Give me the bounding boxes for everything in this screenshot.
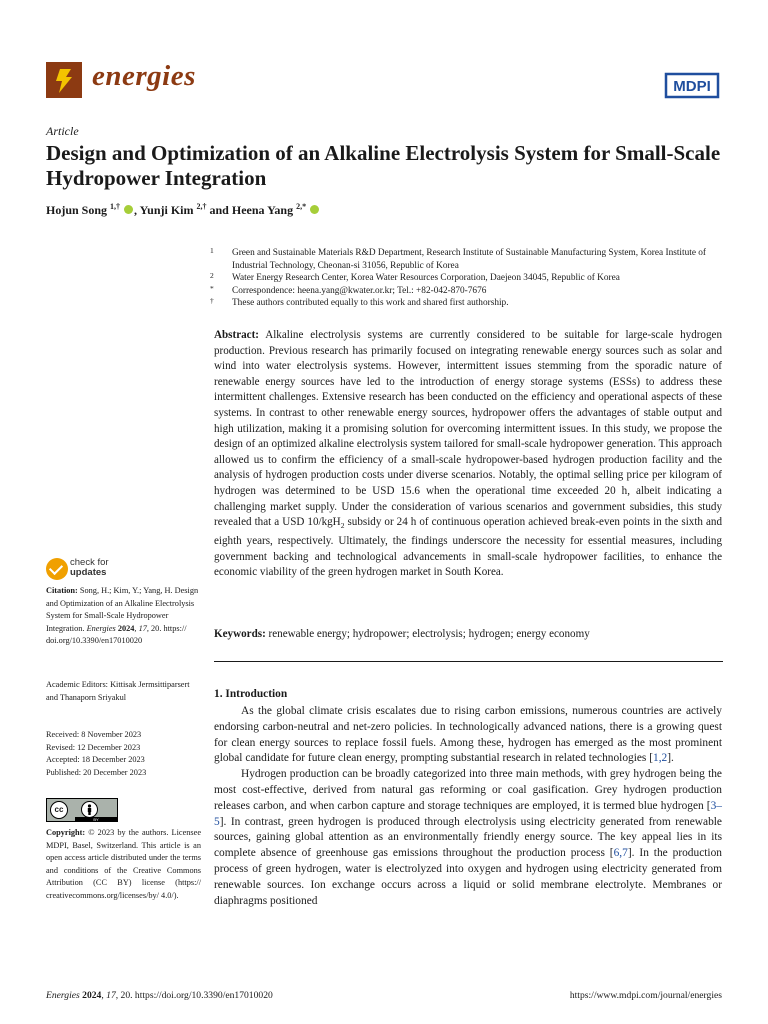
cc-icon: cc <box>50 801 68 819</box>
introduction-body <box>214 704 722 909</box>
footer-citation: Energies 2024, 17, 20. https://doi.org/10.3390/en17010020 <box>46 990 273 1001</box>
citation-volume: 17 <box>138 623 147 633</box>
author-name[interactable]: Heena Yang <box>231 203 294 217</box>
check-for-updates-button[interactable] <box>70 558 109 578</box>
keywords-label: Keywords: <box>214 628 266 640</box>
orcid-icon[interactable] <box>124 205 133 214</box>
equal-contribution-note <box>210 296 726 310</box>
citation-journal: Energies <box>86 623 116 633</box>
author-separator: , <box>134 203 140 217</box>
affiliation-mark: † <box>210 296 214 305</box>
keywords <box>214 627 722 643</box>
correspondence <box>210 284 726 298</box>
abstract-text: subsidy or 24 h of continuous operation achieved break-even points in the sixth and eighth years, respectively. Ultimately, the findings underscore the necessity for essential measures, including government backing and technological advancements in small-scale hydropower facilities, to enhance the economic viability of the green hydrogen market in South Korea. <box>214 516 722 579</box>
citation-link[interactable]: 6,7 <box>613 847 628 860</box>
date-revised: Revised: 12 December 2023 <box>46 742 141 752</box>
article-title: Design and Optimization of an Alkaline Electrolysis System for Small-Scale Hydropower Integration <box>46 141 721 190</box>
paragraph <box>214 767 722 909</box>
section-heading: 1. Introduction <box>214 688 288 700</box>
citation-link[interactable]: 1,2 <box>653 752 668 765</box>
citation-doi[interactable]: , 20. https:// doi.org/10.3390/en17010020 <box>46 623 187 646</box>
affiliation-text: Green and Sustainable Materials R&D Department, Research Institute of Sustainable Manufacturing System, Korea Institute of Industrial Technology, Cheonan-si 31056, Republic of Korea <box>232 248 707 271</box>
check-for-updates-icon[interactable] <box>46 558 68 580</box>
footer-journal-url[interactable]: https://www.mdpi.com/journal/energies <box>569 990 722 1001</box>
author-marks: 1,† <box>110 202 121 211</box>
affiliation-mark: 1 <box>210 246 214 255</box>
citation: Citation: Song, H.; Kim, Y.; Yang, H. Design and Optimization of an Alkaline Electrolysis System for Small-Scale Hydropower Integration. Energies 2024, 17, 20. https:// doi.org/10.3390/en17010020 <box>46 586 199 646</box>
date-published: Published: 20 December 2023 <box>46 767 147 777</box>
author-separator: and <box>206 203 232 217</box>
paragraph-text: ]. In contrast, green hydrogen is produced through electrolysis using electricity generated from renewable sources, gaining global attention as an environmentally friendly energy source. The key appeal lies in its complete absence of greenhouse gas emissions throughout the production process [ <box>214 815 722 860</box>
publication-dates <box>46 729 201 779</box>
date-received: Received: 8 November 2023 <box>46 730 142 739</box>
author-marks: 2,† <box>196 202 207 211</box>
mdpi-logo[interactable] <box>664 71 720 104</box>
abstract-text: Alkaline electrolysis systems are currently considered to be suitable for large-scale hydrogen production. Previous research has primarily focused on integrating renewable energy sources such as solar and wind into water electrolysis systems. However, intermittent issues stemming from the sporadic nature of renewable energy sources have led to the introduction of energy storage systems (ESSs) to address these intermittent challenges. Extensive research has been conducted on the efficiency and operational aspects of these systems. In contrast to other renewable energy sources, hydropower offers the advantages of stable output and high utilization, making it a promising solution for overcoming intermittent issues. In this study, we propose the design of an optimized alkaline electrolysis system tailored for small-scale hydropower generation. This approach allowed us to confirm the efficiency of a small-scale hydropower-based hydrogen production facility and the analysis of hydrogen production costs under diverse scenarios. Notably, the optimal selling price per kilogram of hydrogen was determined to be USD 15.6 when the operational time exceeded 20 h, albeit indicating a challenging market supply. Under the consideration of various scenarios and government subsidies, this study revealed that a USD 10/kgH <box>214 329 722 529</box>
abstract <box>214 328 722 581</box>
article-type: Article <box>46 124 79 138</box>
affiliation-mark: * <box>210 284 214 293</box>
footer-journal: Energies <box>46 990 80 1001</box>
journal-logo-icon <box>46 62 82 98</box>
paragraph <box>214 704 722 767</box>
affiliation-text: Correspondence: heena.yang@kwater.or.kr; Tel.: +82-042-870-7676 <box>232 286 487 296</box>
copyright-label: Copyright: <box>46 828 86 837</box>
mdpi-logo-text: MDPI <box>673 78 711 95</box>
affiliation-text: Water Energy Research Center, Korea Water Resources Corporation, Daejeon 34045, Republic of Korea <box>232 273 620 283</box>
citation-year: 2024 <box>117 623 135 633</box>
affiliation <box>210 246 726 272</box>
editors-names: Kittisak Jermsittiparsert and Thanaporn Sriyakul <box>46 680 190 702</box>
paragraph-text: ]. <box>667 752 674 765</box>
affiliation-text: These authors contributed equally to this work and shared first authorship. <box>232 298 509 308</box>
abstract-label: Abstract: <box>214 329 259 341</box>
citation-link[interactable]: 3–5 <box>214 799 722 828</box>
paragraph-text: ]. In the production process of green hydrogen, water is electrolyzed into oxygen and hydrogen using electricity generated from renewable sources. Ion exchange occurs across a liquid or solid membrane electrolyte. Membranes or diaphragms positioned <box>214 847 722 907</box>
citation-text: Song, H.; Kim, Y.; Yang, H. Design and Optimization of an Alkaline Electrolysis System for Small-Scale Hydropower Integration. <box>46 586 199 633</box>
author-name[interactable]: Hojun Song <box>46 203 108 217</box>
footer-doi[interactable]: , 20. https://doi.org/10.3390/en17010020 <box>115 990 273 1001</box>
section-divider <box>214 661 723 662</box>
author-list <box>46 202 320 218</box>
paragraph-text: As the global climate crisis escalates due to rising carbon emissions, numerous countries are actively endorsing carbon-neutral and net-zero policies. In technologically advanced nations, there is a growing quest for clean energy sources to replace fossil fuels. Among these, hydrogen has emerged as the most prominent global candidate for future clean energy, prompting substantial research in related technologies [ <box>214 705 722 765</box>
affiliation-mark: 2 <box>210 271 214 280</box>
check-line2: updates <box>70 567 107 578</box>
footer-volume: 17 <box>106 990 116 1001</box>
copyright-text: © 2023 by the authors. Licensee MDPI, Basel, Switzerland. This article is an open access article distributed under the terms and conditions of the Creative Commons Attribution (CC BY) license (https:// creativecommons.org/licenses/by/ 4.0/). <box>46 828 202 900</box>
editors-label: Academic Editors: <box>46 680 108 689</box>
cc-by-license-badge[interactable] <box>46 798 118 822</box>
footer-year: 2024 <box>82 990 102 1001</box>
orcid-icon[interactable] <box>310 205 319 214</box>
journal-name: energies <box>92 60 196 92</box>
keywords-text: renewable energy; hydropower; electrolysis; hydrogen; energy economy <box>268 628 590 640</box>
abstract-subscript: 2 <box>340 521 345 531</box>
date-accepted: Accepted: 18 December 2023 <box>46 755 145 765</box>
citation-label: Citation: <box>46 586 78 595</box>
author-name[interactable]: Yunji Kim <box>139 203 194 217</box>
by-label: BY <box>75 817 117 822</box>
paragraph-text: Hydrogen production can be broadly categorized into three main methods, with grey hydrogen being the most cost-effective, derived from natural gas reforming or coal gasification. Grey hydrogen production releases carbon, and when carbon capture and storage techniques are employed, it is termed blue hydrogen [ <box>214 768 722 812</box>
person-icon <box>81 801 98 818</box>
check-line1: check for <box>70 557 109 568</box>
affiliation <box>210 271 726 285</box>
academic-editors <box>46 679 201 704</box>
copyright <box>46 827 201 903</box>
author-marks: 2,* <box>296 202 307 211</box>
